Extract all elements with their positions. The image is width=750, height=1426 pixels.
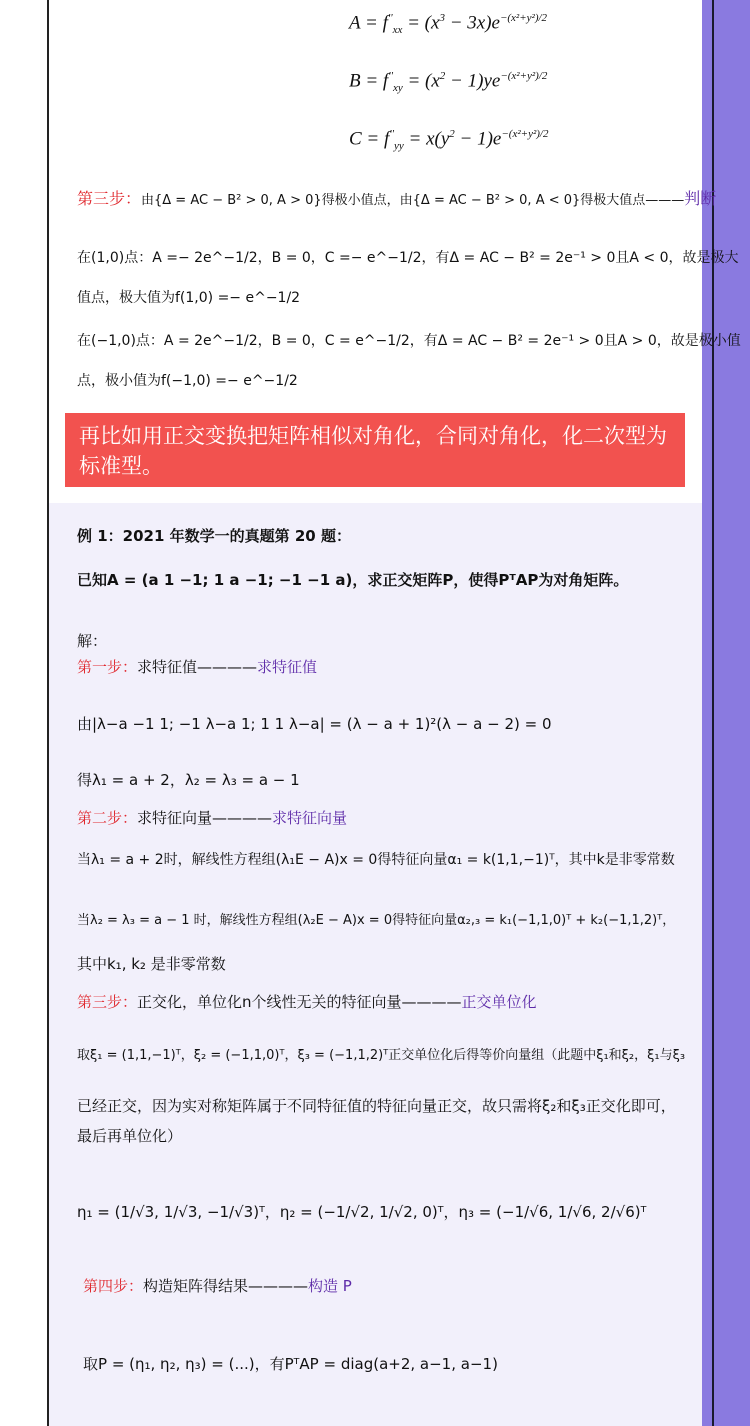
eigenvector-1-line: 当λ₁ = a + 2时，解线性方程组(λ₁E − A)x = 0得特征向量α₁ = k(1,1,−1)ᵀ，其中k是非零常数 (77, 852, 675, 868)
section-banner: 再比如用正交变换把矩阵相似对角化，合同对角化，化二次型为标准型。 (65, 413, 685, 487)
step3-line (77, 186, 716, 209)
xi-explain-line: 已经正交，因为实对称矩阵属于不同特征值的特征向量正交，故只需将ξ₂和ξ₃正交化即可， (77, 1097, 676, 1115)
example-title: 例 1：2021 年数学一的真题第 20 题： (77, 527, 351, 545)
step3b-label: 第三步： (77, 993, 138, 1011)
eigenvector-23-line: 当λ₂ = λ₃ = a − 1 时，解线性方程组(λ₂E − A)x = 0得特征向量α₂,₃ = k₁(−1,1,0)ᵀ + k₂(−1,1,2)ᵀ， (77, 913, 676, 928)
xi-explain-line2: 最后再单位化） (77, 1127, 183, 1145)
p-matrix-line: 取P = (η₁, η₂, η₃) = (...)，有PᵀAP = diag(a+2, a−1, a−1) (83, 1355, 498, 1373)
solution-label: 解： (77, 632, 108, 650)
determinant-equation: 由|λ−a −1 1; −1 λ−a 1; 1 1 λ−a| = (λ − a + 1)²(λ − a − 2) = 0 (77, 715, 552, 733)
step1-line (77, 656, 317, 677)
step2-text: 求特征向量———— (137, 809, 273, 827)
document-content (49, 0, 741, 1426)
point1-line1: 在(1,0)点：A =− 2e^−1/2，B = 0，C =− e^−1/2，有Δ = AC − B² = 2e⁻¹ > 0且A < 0，故是极大 (77, 250, 739, 266)
equation-b: $B = f''_{xy} = (x^2 - 1)ye^{-(x^2+y^2)/2}$ (349, 70, 548, 95)
example-given: 已知A = (a 1 −1; 1 a −1; −1 −1 a)，求正交矩阵P，使得PᵀAP为对角矩阵。 (77, 571, 629, 589)
equation-c: $C = f''_{yy} = x(y^2 - 1)e^{-(x^2+y^2)/2}$ (349, 128, 549, 153)
eigenvalues-line: 得λ₁ = a + 2，λ₂ = λ₃ = a − 1 (77, 771, 300, 789)
step1-text: 求特征值———— (137, 658, 258, 676)
point2-line2: 点，极小值为f(−1,0) =− e^−1/2 (77, 373, 298, 389)
step1-tag: 求特征值 (257, 658, 318, 676)
step4-label: 第四步： (83, 1277, 144, 1295)
step4-line (83, 1275, 352, 1296)
step3b-line (77, 991, 537, 1012)
eta-vectors-line: η₁ = (1/√3, 1/√3, −1/√3)ᵀ，η₂ = (−1/√2, 1/√2, 0)ᵀ，η₃ = (−1/√6, 1/√6, 2/√6)ᵀ (77, 1203, 647, 1221)
step3-label: 第三步： (77, 189, 142, 208)
xi-vectors-line: 取ξ₁ = (1,1,−1)ᵀ，ξ₂ = (−1,1,0)ᵀ，ξ₃ = (−1,1,2)ᵀ正交单位化后得等价向量组（此题中ξ₁和ξ₂，ξ₁与ξ₃ (77, 1048, 686, 1063)
eigenvector-23-note: 其中k₁, k₂ 是非零常数 (77, 955, 226, 973)
step3-tag: 判断 (684, 189, 717, 208)
step1-label: 第一步： (77, 658, 138, 676)
step2-label: 第二步： (77, 809, 138, 827)
step2-line (77, 807, 347, 828)
right-sidebar (702, 0, 750, 1426)
step3b-tag: 正交单位化 (461, 993, 537, 1011)
step3b-text: 正交化，单位化n个线性无关的特征向量———— (137, 993, 462, 1011)
step3-text: 由{Δ = AC − B² > 0, A > 0}得极小值点，由{Δ = AC − B² > 0, A < 0}得极大值点——— (141, 193, 685, 208)
point1-line2: 值点，极大值为f(1,0) =− e^−1/2 (77, 290, 301, 306)
step4-text: 构造矩阵得结果———— (143, 1277, 309, 1295)
step4-tag: 构造 P (308, 1277, 352, 1295)
step2-tag: 求特征向量 (272, 809, 348, 827)
point2-line1: 在(−1,0)点：A = 2e^−1/2，B = 0，C = e^−1/2，有Δ = AC − B² = 2e⁻¹ > 0且A > 0，故是极小值 (77, 333, 741, 349)
equation-a: $A = f''_{xx} = (x^3 - 3x)e^{-(x^2+y^2)/2}$ (349, 12, 548, 37)
example-block (49, 503, 702, 1426)
